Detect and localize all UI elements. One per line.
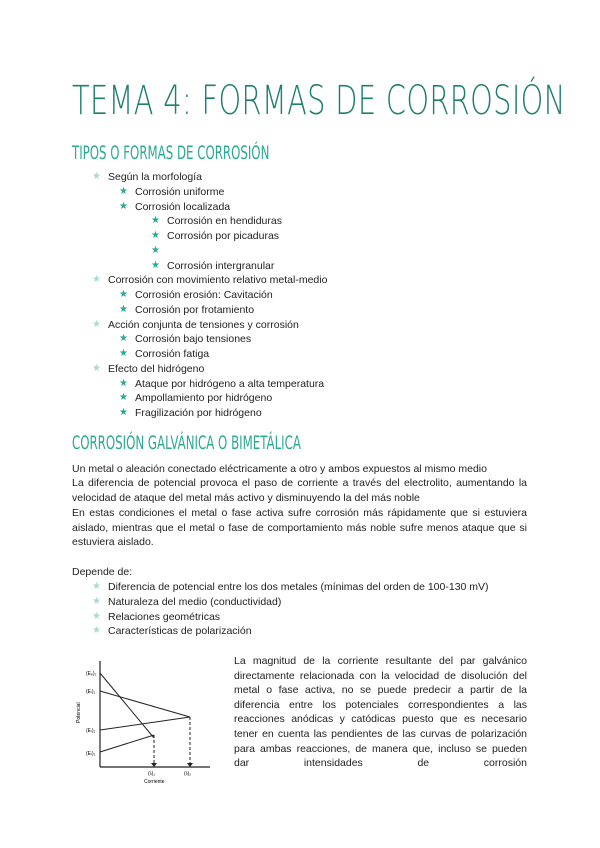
list-item: Naturaleza del medio (conductividad) [108,595,282,608]
list-item: Corrosión con movimiento relativo metal-medio [108,274,328,287]
bullet-star-icon: ★ [119,200,128,212]
list-item: Según la morfología [108,171,202,183]
list-item: Acción conjunta de tensiones y corrosión [108,318,299,331]
cathodic-curve-2 [100,691,190,717]
bullet-star-icon: ★ [92,595,101,607]
bullet-star-icon: ★ [151,244,160,256]
y-tick-2: (Eₗ)₁ [86,689,96,695]
cathodic-curve-1 [100,673,154,738]
paragraph-conditions: En estas condiciones el metal o fase activa sufre corrosión más rápidamente que si estuviera aislado, mientras que el metal o fase de comportamiento más noble sufre menos ataque que si estuviera aislado. [72,507,527,548]
page-title: TEMA 4: FORMAS DE CORROSIÓN [72,78,566,124]
y-tick-3: (Eₗ)₁ [86,728,96,734]
bullet-star-icon: ★ [119,333,128,345]
bullet-star-icon: ★ [92,318,101,330]
list-item: Corrosión uniforme [135,185,225,198]
anodic-curve-2 [100,717,190,730]
bullet-star-icon: ★ [151,215,160,227]
bullet-star-icon: ★ [92,610,101,622]
paragraph-galvanic-current: La magnitud de la corriente resultante del par galvánico directamente relacionada con la velocidad de disolución del metal o fase activa, no se puede predecir a partir de la diferencia entre los potenciales correspondientes a las reacciones anódicas y catódicas puesto que es necesario tener en cuenta las pendientes de las curvas de polarización para ambas reacciones, de manera que, incluso se pueden dar intensidades de corrosión [234,655,527,770]
paragraph-potential: La diferencia de potencial provoca el paso de corriente a través del electrolito, aumentando la velocidad de ataque del metal más activo y disminuyendo la del más noble [72,477,527,504]
list-item: Efecto del hidrógeno [108,362,205,375]
bullet-star-icon: ★ [119,303,128,315]
depends-label: Depende de: [72,566,133,578]
list-item: Diferencia de potencial entre los dos metales (mínimas del orden de 100-130 mV) [108,581,489,593]
list-item: Características de polarización [108,625,252,638]
bullet-star-icon: ★ [92,362,101,374]
bullet-star-icon: ★ [92,171,101,182]
y-tick-4: (Eₗ)₂ [86,751,96,757]
x-axis-label: Corriente [144,779,165,785]
bullet-star-icon: ★ [151,230,160,241]
list-item: Relaciones geométricas [108,610,221,623]
bullet-star-icon: ★ [119,377,128,389]
section-heading-tipos: TIPOS O FORMAS DE CORROSIÓN [72,142,270,164]
list-item: Corrosión en hendiduras [167,215,282,228]
bullet-star-icon: ★ [92,581,101,592]
list-item: Ampollamiento por hidrógeno [135,392,273,405]
anodic-curve-1 [100,735,154,752]
bullet-star-icon: ★ [119,289,128,300]
bullet-star-icon: ★ [119,407,128,418]
section-heading-galvanica: CORROSIÓN GALVÁNICA O BIMETÁLICA [72,432,301,454]
x-tick-2: (iₗ)₂ [184,771,192,777]
list-item: Corrosión bajo tensiones [135,333,252,346]
list-item: Fragilización por hidrógeno [135,407,262,419]
y-axis-label: Potencial [76,702,82,723]
bullet-star-icon: ★ [151,259,160,271]
list-item: Corrosión fatiga [135,348,210,360]
y-tick-1: (Eₑ)₂ [86,671,97,677]
bullet-star-icon: ★ [92,625,101,637]
list-item: Corrosión por picaduras [167,230,280,242]
bullet-star-icon: ★ [119,348,128,359]
paragraph-definition: Un metal o aleación conectado eléctricamente a otro y ambos expuestos al mismo medio [72,463,487,475]
list-item: Ataque por hidrógeno a alta temperatura [135,377,325,390]
bullet-star-icon: ★ [119,392,128,404]
list-item: Corrosión erosión: Cavitación [135,289,273,301]
list-item: Corrosión por frotamiento [135,303,255,316]
x-tick-1: (iₗ)₁ [148,771,155,777]
list-item: Corrosión localizada [135,200,231,213]
polarization-diagram [72,655,212,795]
bullet-star-icon: ★ [119,185,128,197]
list-item: Corrosión intergranular [167,259,275,272]
bullet-star-icon: ★ [92,274,101,286]
